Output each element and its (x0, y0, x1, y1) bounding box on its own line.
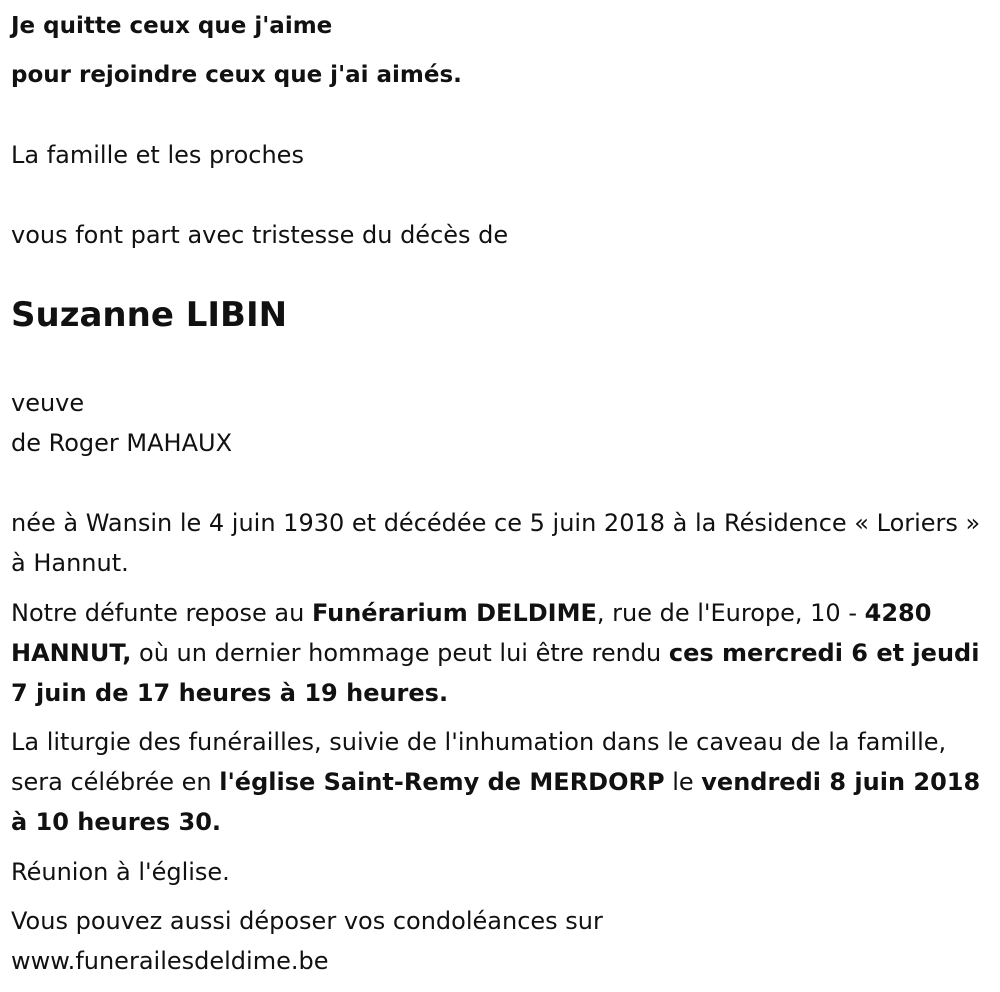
quote-line-2: pour rejoindre ceux que j'ai aimés. (11, 62, 462, 88)
birth-death-paragraph: née à Wansin le 4 juin 1930 et décédée ce 5 juin 2018 à la Résidence « Loriers » à Hannut. (11, 509, 981, 577)
funerarium-name: Funérarium DELDIME (311, 599, 597, 627)
widow-label: veuve (11, 389, 85, 417)
intro-line: vous font part avec tristesse du décès de (11, 221, 509, 249)
visitation-paragraph (11, 593, 986, 713)
spouse-name: de Roger MAHAUX (11, 429, 233, 457)
funeral-prefix: La liturgie des funérailles, suivie de l'inhumation dans le caveau de la famille, sera célébrée en (11, 728, 947, 796)
funeral-paragraph (11, 722, 986, 842)
visitation-dates: ces mercredi 6 et jeudi 7 juin de 17 heures à 19 heures. (11, 639, 980, 707)
website-link[interactable]: www.funerailesdeldime.be (11, 947, 329, 975)
church-name: l'église Saint-Remy de MERDORP (219, 768, 665, 796)
funerarium-address: , rue de l'Europe, 10 - (596, 599, 865, 627)
visitation-middle: où un dernier hommage peut lui être rendu (131, 639, 669, 667)
condolences-line: Vous pouvez aussi déposer vos condoléances sur (11, 907, 603, 935)
family-line: La famille et les proches (11, 141, 304, 169)
funerarium-city: 4280 HANNUT, (11, 599, 932, 667)
visitation-prefix: Notre défunte repose au (11, 599, 312, 627)
deceased-name: Suzanne LIBIN (11, 295, 288, 335)
funeral-datetime: vendredi 8 juin 2018 à 10 heures 30. (11, 768, 981, 836)
funeral-middle: le (664, 768, 702, 796)
quote-line-1: Je quitte ceux que j'aime (11, 13, 333, 39)
meeting-line: Réunion à l'église. (11, 858, 230, 886)
